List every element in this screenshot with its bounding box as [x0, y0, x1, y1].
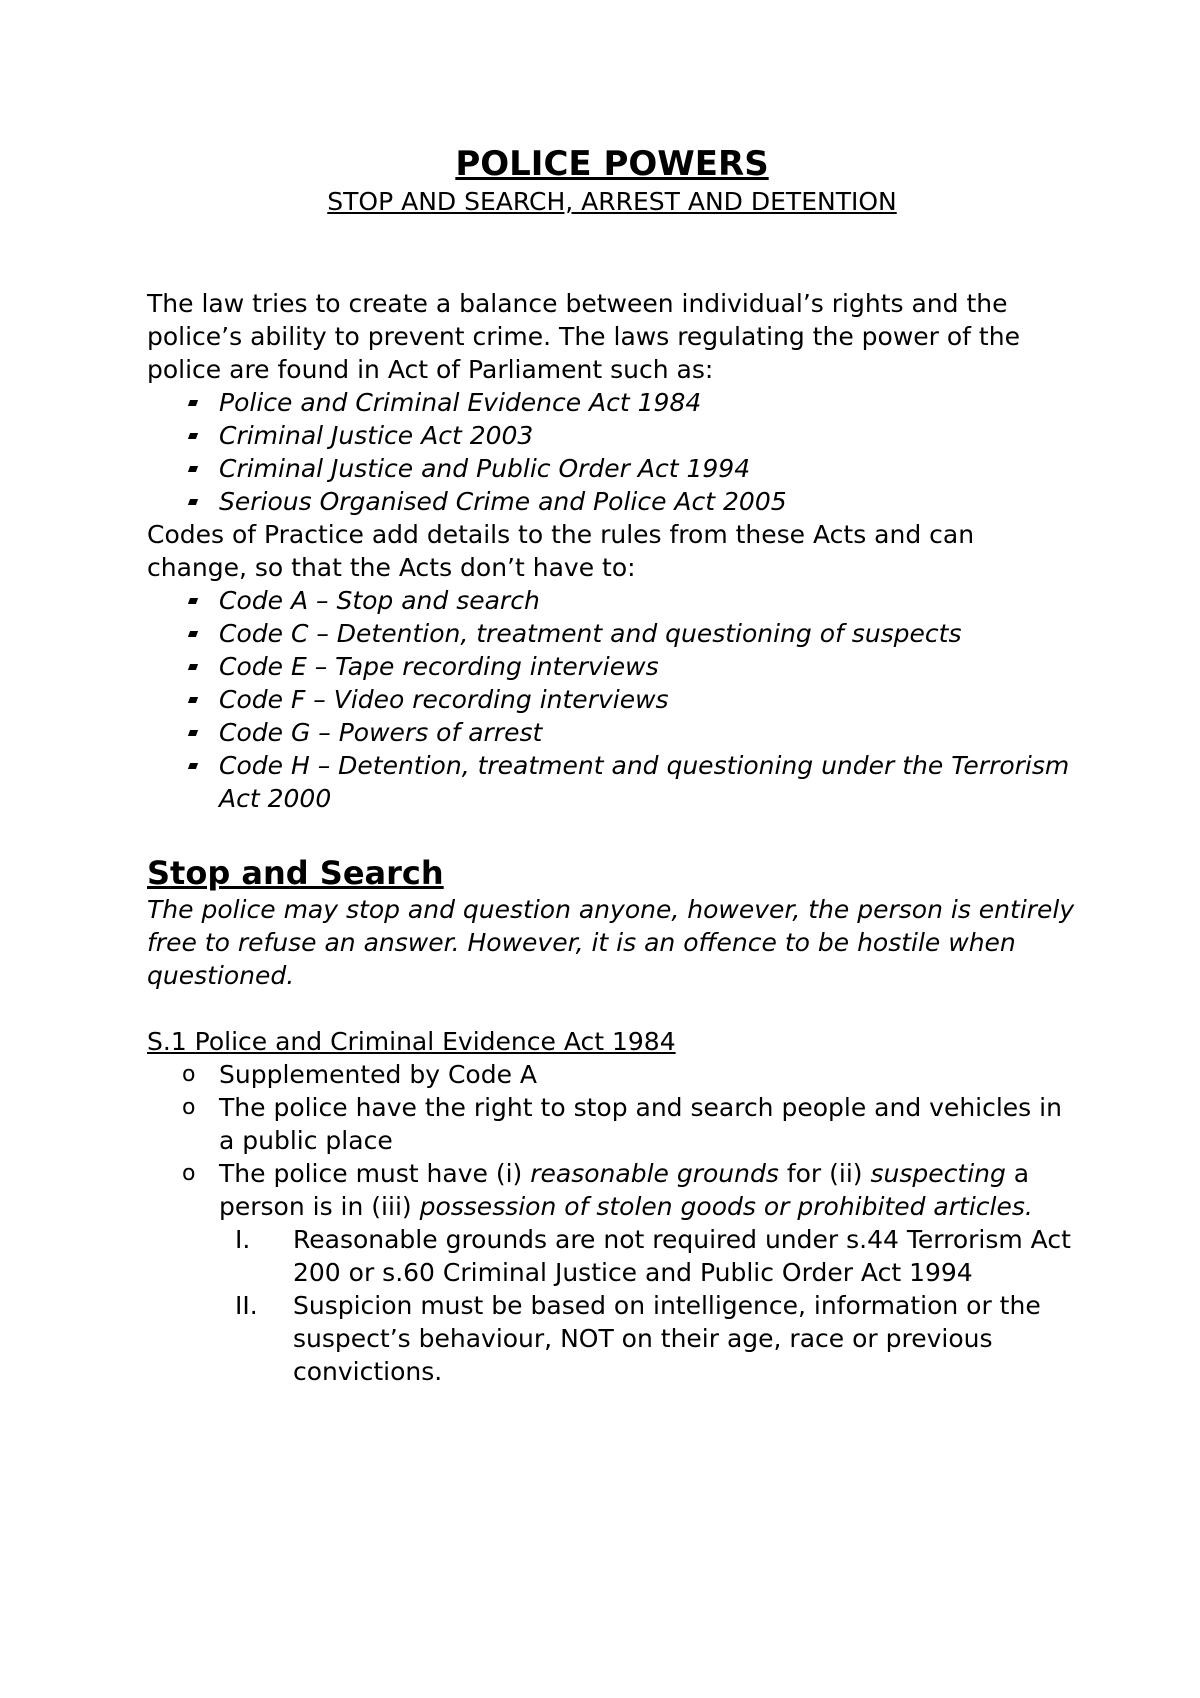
pace-points-list: [147, 1058, 1077, 1388]
acts-list: [147, 386, 1077, 518]
square-bullet-icon: [188, 499, 198, 505]
codes-list: [147, 584, 1077, 815]
pace-subheading: S.1 Police and Criminal Evidence Act 1984: [147, 1027, 676, 1056]
square-bullet-icon: [188, 697, 198, 703]
circle-bullet-icon: o: [182, 1095, 196, 1120]
list-item: o The police must have (i) reasonable grounds for (ii) suspecting a person is in (iii) possession of stolen goods or prohibited articles. I. Reasonable grounds are not required under s.44 Terrorism Act 200 or s.60 Criminal Justice and Public Order Act 1994 II. Suspicion must be based on intelligence, information or the suspect’s behaviour, NOT on their age, race or previous convictions.: [219, 1157, 1077, 1388]
list-item: Code E – Tape recording interviews: [219, 650, 1077, 683]
square-bullet-icon: [188, 433, 198, 439]
square-bullet-icon: [188, 631, 198, 637]
list-item: Code G – Powers of arrest: [219, 716, 1077, 749]
roman-sub-list: [219, 1223, 1077, 1388]
codes-paragraph: Codes of Practice add details to the rules from these Acts and can change, so that the Acts don’t have to:: [147, 520, 975, 582]
circle-bullet-icon: o: [182, 1161, 196, 1186]
list-item: o Supplemented by Code A: [182, 1060, 538, 1089]
list-item: Code F – Video recording interviews: [219, 683, 1077, 716]
list-item: I. Reasonable grounds are not required under s.44 Terrorism Act 200 or s.60 Criminal Justice and Public Order Act 1994: [235, 1225, 1071, 1287]
square-bullet-icon: [188, 730, 198, 736]
roman-numeral: II.: [235, 1291, 258, 1320]
list-item: Police and Criminal Evidence Act 1984: [219, 386, 1077, 419]
document-subtitle: STOP AND SEARCH, ARREST AND DETENTION: [327, 187, 897, 216]
list-item: Code A – Stop and search: [219, 584, 1077, 617]
square-bullet-icon: [188, 466, 198, 472]
square-bullet-icon: [188, 664, 198, 670]
intro-paragraph: The law tries to create a balance between individual’s rights and the police’s ability to prevent crime. The laws regulating the power of the police are found in Act of Parliament such as:: [147, 289, 1020, 384]
section-heading-stop-and-search: Stop and Search: [147, 854, 444, 892]
square-bullet-icon: [188, 400, 198, 406]
circle-bullet-icon: o: [182, 1062, 196, 1087]
list-item: Serious Organised Crime and Police Act 2005: [219, 485, 1077, 518]
list-item: Criminal Justice Act 2003: [219, 419, 1077, 452]
list-item: Code C – Detention, treatment and questioning of suspects: [219, 617, 1077, 650]
square-bullet-icon: [188, 763, 198, 769]
list-item: Criminal Justice and Public Order Act 1994: [219, 452, 1077, 485]
document-title: POLICE POWERS: [455, 144, 769, 184]
roman-numeral: I.: [235, 1225, 251, 1254]
square-bullet-icon: [188, 598, 198, 604]
stop-search-intro: The police may stop and question anyone, however, the person is entirely free to refuse an answer. However, it is an offence to be hostile when questioned.: [147, 895, 1075, 990]
document-content: [147, 142, 1077, 1388]
list-item: o The police have the right to stop and search people and vehicles in a public place: [182, 1093, 1062, 1155]
list-item: II. Suspicion must be based on intelligence, information or the suspect’s behaviour, NOT on their age, race or previous convictions.: [235, 1291, 1041, 1386]
list-item: Code H – Detention, treatment and questioning under the Terrorism Act 2000: [219, 749, 1077, 815]
